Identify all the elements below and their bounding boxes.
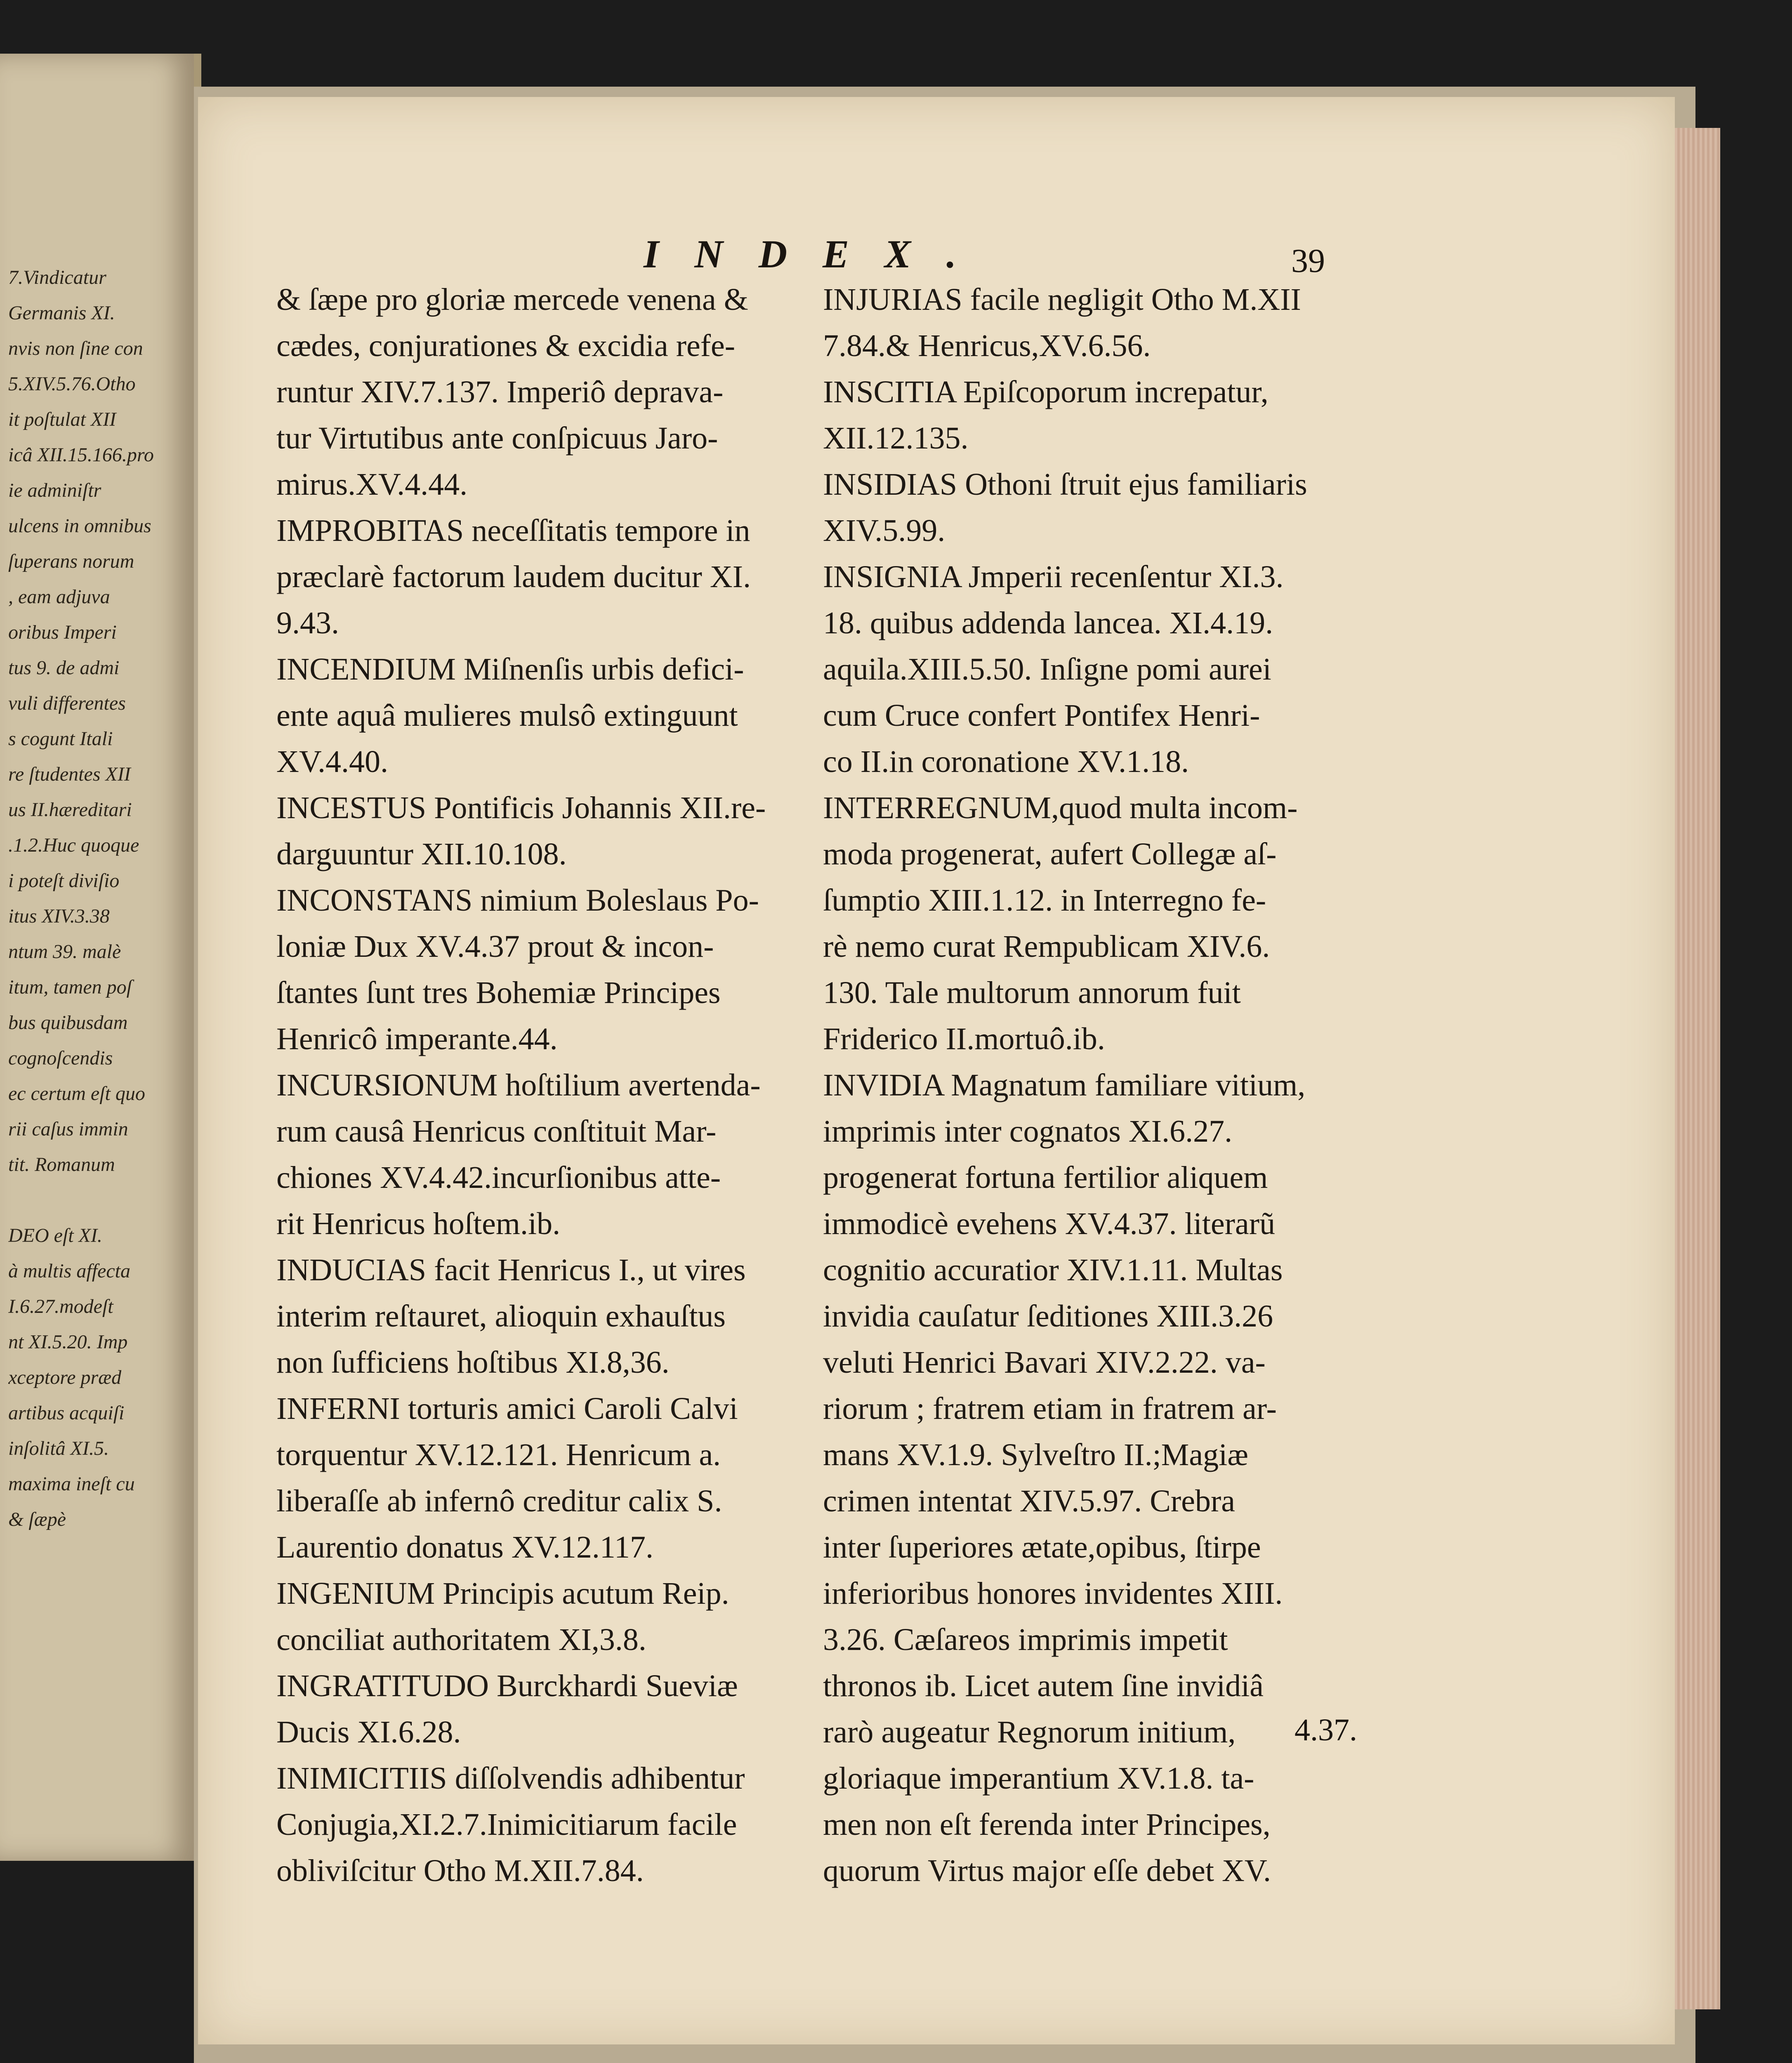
index-line: obliviſcitur Otho M.XII.7.84.: [276, 1853, 644, 1888]
page-header-title: INDEX.: [644, 232, 992, 276]
index-line: moda progenerat, aufert Collegæ aſ-: [823, 837, 1277, 871]
index-line: mirus.XV.4.44.: [276, 467, 468, 502]
facing-page-line: vuli differentes: [8, 692, 126, 714]
index-line: INTERREGNUM,quod multa incom-: [823, 791, 1298, 825]
index-line: 130. Tale multorum annorum fuit: [823, 975, 1241, 1010]
index-line: co II.in coronatione XV.1.18.: [823, 744, 1189, 779]
index-column-right: [823, 276, 1368, 1894]
facing-page-line: [8, 1183, 165, 1218]
index-line: INFERNI torturis amici Caroli Calvi: [276, 1391, 738, 1426]
index-line: INSCITIA Epiſcoporum increpatur,: [823, 375, 1269, 409]
catchword: 4.37.: [1294, 1713, 1357, 1747]
index-line: ente aquâ mulieres mulsô extinguunt: [276, 698, 738, 733]
facing-page-line: re ſtudentes XII: [8, 763, 131, 785]
index-line: INCONSTANS nimium Boleslaus Po-: [276, 883, 759, 918]
facing-page-line: inſolitâ XI.5.: [8, 1437, 109, 1459]
index-line: rarò augeatur Regnorum initium,: [823, 1715, 1236, 1749]
index-line: immodicè evehens XV.4.37. literarũ: [823, 1206, 1276, 1241]
facing-page-line: xceptore præd: [8, 1367, 122, 1388]
index-line: veluti Henrici Bavari XIV.2.22. va-: [823, 1345, 1266, 1380]
index-column-left: [276, 276, 821, 1894]
index-line: XIV.5.99.: [823, 513, 946, 548]
index-line: Conjugia,XI.2.7.Inimicitiarum facile: [276, 1807, 737, 1842]
index-line: IMPROBITAS neceſſitatis tempore in: [276, 513, 750, 548]
facing-page-line: s cogunt Itali: [8, 728, 113, 750]
index-line: INSIGNIA Jmperii recenſentur XI.3.: [823, 559, 1284, 594]
facing-page-line: us II.hæreditari: [8, 799, 132, 821]
facing-page-line: tit. Romanum: [8, 1154, 115, 1175]
index-line: riorum ; fratrem etiam in fratrem ar-: [823, 1391, 1277, 1426]
facing-page-line: ec certum eſt quo: [8, 1083, 145, 1105]
index-line: mans XV.1.9. Sylveſtro II.;Magiæ: [823, 1437, 1248, 1472]
facing-page-line: tus 9. de admi: [8, 657, 120, 679]
index-line: runtur XIV.7.137. Imperiô deprava-: [276, 375, 724, 409]
index-line: gloriaque imperantium XV.1.8. ta-: [823, 1761, 1254, 1796]
index-line: conciliat authoritatem XI,3.8.: [276, 1622, 646, 1657]
index-line: & ſæpe pro gloriæ mercede venena &: [276, 282, 748, 317]
index-line: non ſufficiens hoſtibus XI.8,36.: [276, 1345, 670, 1380]
facing-page-line: Germanis XI.: [8, 302, 115, 324]
facing-page-line: ulcens in omnibus: [8, 515, 151, 537]
index-line: chiones XV.4.42.incurſionibus atte-: [276, 1160, 721, 1195]
page-edges: [1675, 128, 1720, 2009]
page-number: 39: [1291, 242, 1325, 279]
index-line: cognitio accuratior XIV.1.11. Multas: [823, 1253, 1283, 1287]
index-line: interim reſtauret, alioquin exhauſtus: [276, 1299, 726, 1334]
index-line: ſumptio XIII.1.12. in Interregno fe-: [823, 883, 1266, 918]
facing-page-line: it poſtulat XII: [8, 408, 116, 430]
index-line: liberaſſe ab infernô creditur calix S.: [276, 1484, 722, 1518]
index-line: rit Henricus hoſtem.ib.: [276, 1206, 561, 1241]
facing-page-line: DEO eſt XI.: [8, 1225, 102, 1246]
index-line: men non eſt ferenda inter Principes,: [823, 1807, 1271, 1842]
index-line: INVIDIA Magnatum familiare vitium,: [823, 1068, 1306, 1102]
facing-page-line: bus quibusdam: [8, 1012, 128, 1034]
index-line: XV.4.40.: [276, 744, 388, 779]
facing-page-line: ie adminiſtr: [8, 479, 101, 501]
index-line: INJURIAS facile negligit Otho M.XII: [823, 282, 1301, 317]
facing-page-line: 5.XIV.5.76.Otho: [8, 373, 136, 395]
facing-page-line: & ſæpè: [8, 1508, 66, 1530]
facing-page-line: à multis affecta: [8, 1260, 130, 1282]
index-line: INGENIUM Principis acutum Reip.: [276, 1576, 729, 1611]
facing-page-line: nt XI.5.20. Imp: [8, 1331, 128, 1353]
index-line: INCENDIUM Miſnenſis urbis defici-: [276, 652, 744, 687]
facing-page-line: 7.Vindicatur: [8, 267, 106, 288]
facing-page-line: ntum 39. malè: [8, 941, 121, 963]
index-line: Friderico II.mortuô.ib.: [823, 1022, 1105, 1056]
index-line: progenerat fortuna fertilior aliquem: [823, 1160, 1268, 1195]
facing-page-line: rii caſus immin: [8, 1118, 128, 1140]
index-line: crimen intentat XIV.5.97. Crebra: [823, 1484, 1235, 1518]
index-line: rè nemo curat Rempublicam XIV.6.: [823, 929, 1270, 964]
facing-page-line: ſuperans norum: [8, 550, 134, 572]
index-line: 18. quibus addenda lancea. XI.4.19.: [823, 606, 1273, 640]
facing-page-line: maxima ineſt cu: [8, 1473, 135, 1495]
index-line: INCESTUS Pontificis Johannis XII.re-: [276, 791, 766, 825]
index-line: 7.84.& Henricus,XV.6.56.: [823, 328, 1151, 363]
index-line: quorum Virtus major eſſe debet XV.: [823, 1853, 1271, 1888]
index-line: 9.43.: [276, 606, 339, 640]
index-line: torquentur XV.12.121. Henricum a.: [276, 1437, 721, 1472]
index-line: 3.26. Cæſareos imprimis impetit: [823, 1622, 1228, 1657]
index-line: invidia cauſatur ſeditiones XIII.3.26: [823, 1299, 1273, 1334]
index-line: INIMICITIIS diſſolvendis adhibentur: [276, 1761, 745, 1796]
facing-page-line: itus XIV.3.38: [8, 905, 110, 927]
index-line: INCURSIONUM hoſtilium avertenda-: [276, 1068, 761, 1102]
facing-page-line: cognoſcendis: [8, 1047, 113, 1069]
index-line: darguuntur XII.10.108.: [276, 837, 567, 871]
index-line: cædes, conjurationes & excidia refe-: [276, 328, 736, 363]
index-line: thronos ib. Licet autem ſine invidiâ: [823, 1669, 1264, 1703]
index-line: rum causâ Henricus conſtituit Mar-: [276, 1114, 717, 1149]
index-line: præclarè factorum laudem ducitur XI.: [276, 559, 751, 594]
index-line: imprimis inter cognatos XI.6.27.: [823, 1114, 1233, 1149]
facing-page-text: [8, 260, 165, 1537]
index-line: inferioribus honores invidentes XIII.: [823, 1576, 1283, 1611]
index-line: ſtantes ſunt tres Bohemiæ Principes: [276, 975, 721, 1010]
facing-page-line: artibus acquiſi: [8, 1402, 125, 1424]
index-line: INGRATITUDO Burckhardi Sueviæ: [276, 1669, 738, 1703]
index-line: aquila.XIII.5.50. Inſigne pomi aurei: [823, 652, 1271, 687]
index-line: Henricô imperante.44.: [276, 1022, 558, 1056]
index-line: Ducis XI.6.28.: [276, 1715, 461, 1749]
facing-page: [0, 54, 201, 1861]
index-line: Laurentio donatus XV.12.117.: [276, 1530, 654, 1565]
index-line: INDUCIAS facit Henricus I., ut vires: [276, 1253, 746, 1287]
facing-page-line: i poteſt diviſio: [8, 870, 120, 892]
index-line: INSIDIAS Othoni ſtruit ejus familiaris: [823, 467, 1307, 502]
index-line: loniæ Dux XV.4.37 prout & incon-: [276, 929, 714, 964]
index-line: cum Cruce confert Pontifex Henri-: [823, 698, 1260, 733]
facing-page-line: nvis non ſine con: [8, 338, 143, 359]
index-line: inter ſuperiores ætate,opibus, ſtirpe: [823, 1530, 1261, 1565]
facing-page-line: I.6.27.modeſt: [8, 1296, 113, 1317]
facing-page-line: icâ XII.15.166.pro: [8, 444, 154, 466]
facing-page-line: , eam adjuva: [8, 586, 110, 608]
facing-page-line: oribus Imperi: [8, 621, 117, 643]
index-line: tur Virtutibus ante conſpicuus Jaro-: [276, 421, 718, 456]
index-line: XII.12.135.: [823, 421, 969, 456]
facing-page-line: itum, tamen poſ: [8, 976, 132, 998]
facing-page-line: .1.2.Huc quoque: [8, 834, 139, 856]
